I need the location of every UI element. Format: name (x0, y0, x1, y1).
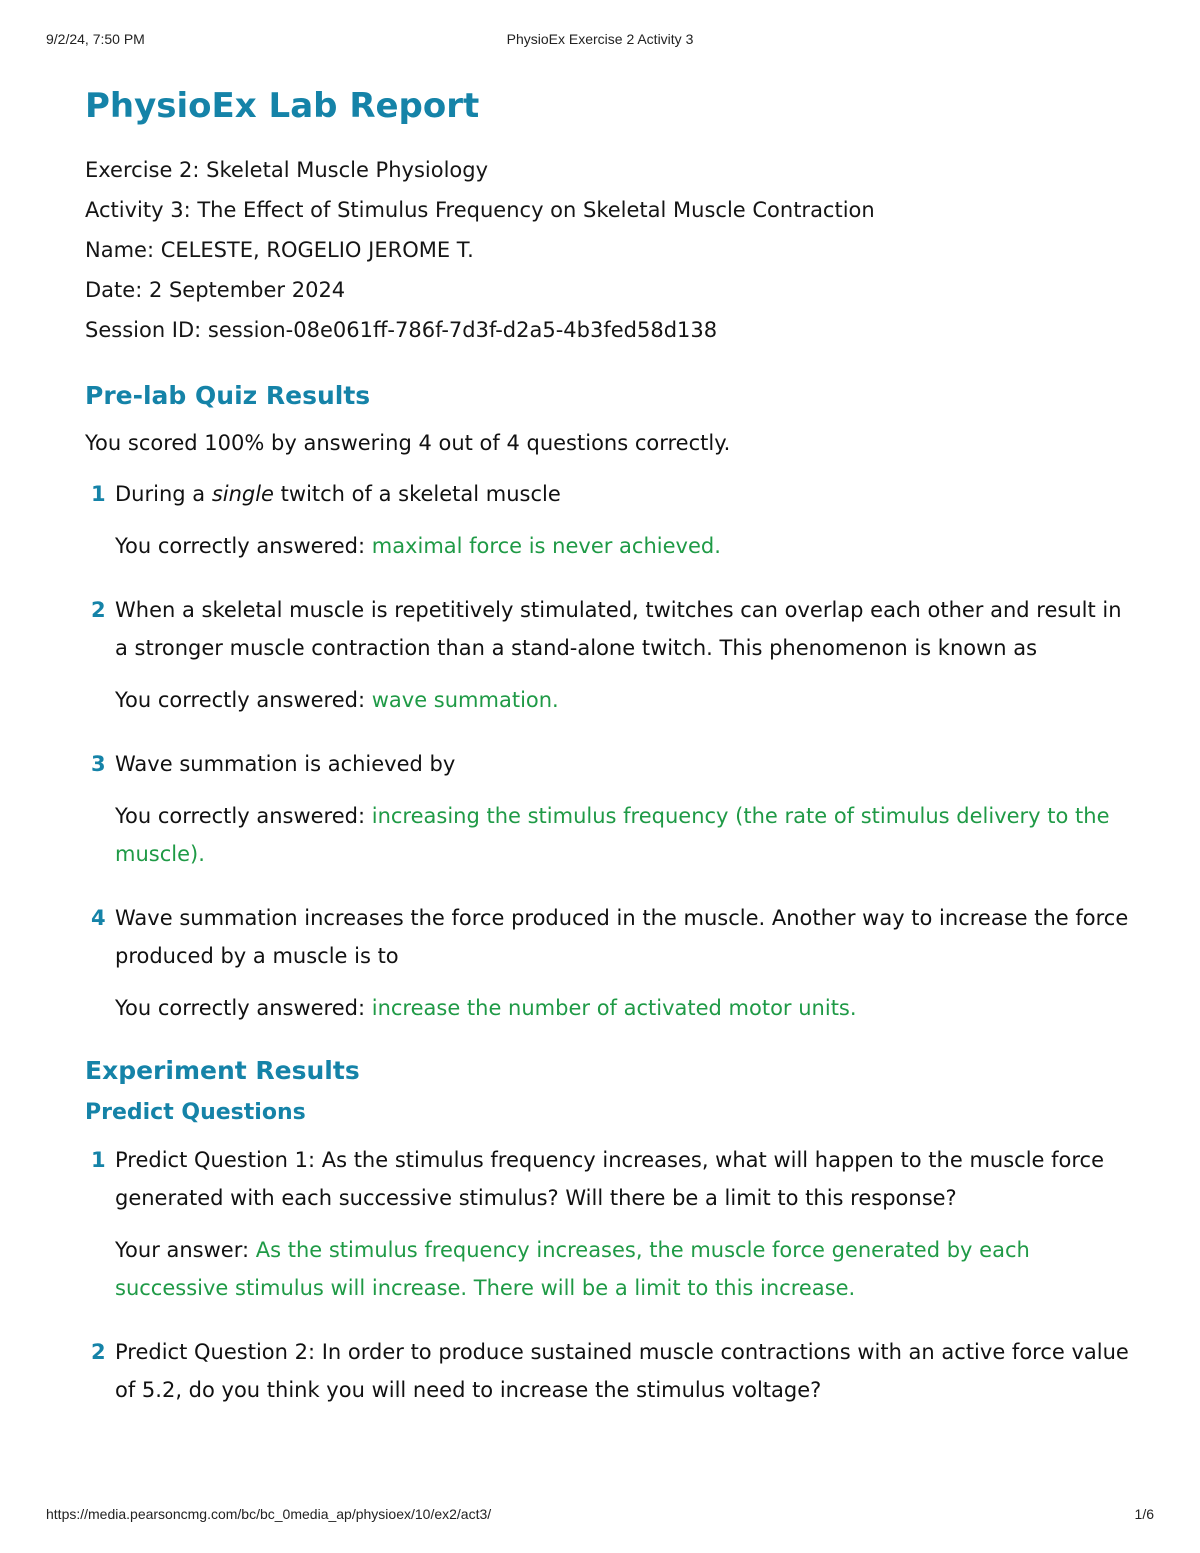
answer-prefix: You correctly answered: (115, 534, 372, 558)
prelab-question-2 (85, 591, 1130, 719)
activity-line: Activity 3: The Effect of Stimulus Frequency on Skeletal Muscle Contraction (85, 198, 875, 222)
answer-prefix: You correctly answered: (115, 688, 372, 712)
prelab-question-3 (85, 745, 1130, 873)
prelab-question-4 (85, 899, 1130, 1027)
question-text: Predict Question 2: In order to produce sustained muscle contractions with an active force value of 5.2, do you think you will need to increase the stimulus voltage? (115, 1340, 1129, 1402)
predict-heading: Predict Questions (85, 1100, 306, 1125)
answer-value: maximal force is never achieved. (371, 534, 721, 558)
print-datetime: 9/2/24, 7:50 PM (46, 31, 145, 47)
session-line: Session ID: session-08e061ff-786f-7d3f-d2a5-4b3fed58d138 (85, 318, 718, 342)
question-text (115, 475, 1130, 513)
prelab-question-list (85, 475, 1130, 1027)
prelab-heading: Pre-lab Quiz Results (85, 381, 371, 410)
question-emphasis: single (211, 482, 274, 506)
page-url-link[interactable]: https://media.pearsoncmg.com/bc/bc_0media_ap/physioex/10/ex2/act3/ (46, 1506, 492, 1522)
question-text: Wave summation is achieved by (115, 752, 456, 776)
experiment-heading: Experiment Results (85, 1056, 360, 1085)
page-number: 1/6 (1134, 1506, 1154, 1522)
question-number: 1 (91, 482, 106, 506)
prelab-score: You scored 100% by answering 4 out of 4 questions correctly. (85, 431, 731, 455)
predict-question-list (85, 1141, 1130, 1409)
question-text: When a skeletal muscle is repetitively stimulated, twitches can overlap each other and result in a stronger muscle contraction than a stand-alone twitch. This phenomenon is known as (115, 598, 1122, 660)
answer-value: increasing the stimulus frequency (the rate of stimulus delivery to the muscle). (115, 804, 1110, 866)
report-title: PhysioEx Lab Report (85, 86, 480, 126)
report-meta (85, 150, 1130, 350)
answer-value: wave summation. (371, 688, 559, 712)
print-header (46, 31, 1154, 51)
question-answer (115, 527, 1130, 565)
question-number: 3 (91, 752, 106, 776)
predict-question-2 (85, 1333, 1130, 1409)
predict-question-1 (85, 1141, 1130, 1307)
question-answer (115, 989, 1130, 1027)
question-answer (115, 797, 1130, 873)
exercise-line: Exercise 2: Skeletal Muscle Physiology (85, 158, 489, 182)
date-line: Date: 2 September 2024 (85, 278, 346, 302)
question-answer (115, 1231, 1130, 1307)
question-text: Predict Question 1: As the stimulus frequency increases, what will happen to the muscle force generated with each successive stimulus? Will there be a limit to this response? (115, 1148, 1104, 1210)
answer-value: As the stimulus frequency increases, the muscle force generated by each successive stimulus will increase. There will be a limit to this increase. (115, 1238, 1030, 1300)
question-number: 1 (91, 1148, 106, 1172)
question-number: 4 (91, 906, 106, 930)
answer-prefix: You correctly answered: (115, 804, 372, 828)
lab-report (85, 82, 1130, 1435)
question-answer (115, 681, 1130, 719)
print-footer (46, 1506, 1154, 1526)
answer-value: increase the number of activated motor units. (371, 996, 857, 1020)
print-page-title: PhysioEx Exercise 2 Activity 3 (506, 31, 694, 47)
question-text: Wave summation increases the force produced in the muscle. Another way to increase the force produced by a muscle is to (115, 906, 1129, 968)
answer-prefix: You correctly answered: (115, 996, 372, 1020)
question-text-part: During a (115, 482, 212, 506)
prelab-question-1 (85, 475, 1130, 565)
name-line: Name: CELESTE, ROGELIO JEROME T. (85, 238, 474, 262)
question-text-part: twitch of a skeletal muscle (273, 482, 561, 506)
question-number: 2 (91, 598, 106, 622)
answer-prefix: Your answer: (115, 1238, 256, 1262)
question-number: 2 (91, 1340, 106, 1364)
